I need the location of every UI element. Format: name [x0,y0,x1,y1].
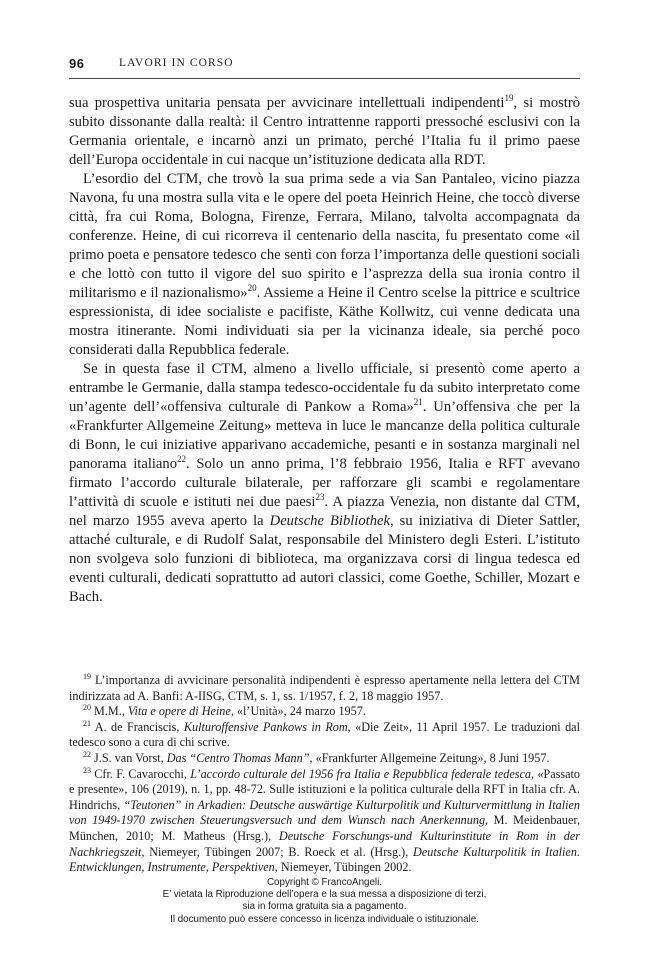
footnote-text: «Passato e presente», 106 (2019), n. 1, pp. 48-72. Sulle istituzioni e la politica culturale della RFT in Italia cfr. A. Hindrichs, [69,766,580,812]
italic-title: Deutsche Bibliothek [269,513,390,529]
footnote-number: 23 [83,765,91,775]
paragraph-text: . A piazza Venezia, non distante dal CTM, nel marzo 1955 aveva aperto la [69,494,581,529]
footnote-reference: 20 [247,283,257,294]
paragraph-text: Se in questa fase il CTM, almeno a livello ufficiale, si presentò come aperto a entrambe le Germanie, dalla stampa tedesco-occidentale fu da subito interpretato come un’agente dell’«offensiva culturale di Pankow a Roma» [69,361,580,415]
footnote-text: , «l’Unità», 24 marzo 1957. [230,704,366,719]
page-number: 96 [69,56,85,71]
footnote-reference: 19 [504,93,514,104]
italic-title: L’accordo culturale del 1956 fra Italia e Repubblica federale tedesca, [190,766,535,781]
footnote-text: L’importanza di avvicinare personalità indipendenti è espresso apertamente nella lettera del CTM indirizzata ad A. Banfi: A-IISG, CTM, s. 1, ss. 1/1957, f. 2, 18 maggio 1957. [69,673,580,703]
running-head: LAVORI IN CORSO [119,57,234,69]
footnote-text: J.S. van Vorst, [91,750,167,765]
footnote-text: M.M., [91,704,128,719]
paragraph-text: . Solo un anno prima, l’8 febbraio 1956, Italia e RFT avevano firmato l’accordo culturale bilaterale, per rafforzare gli scambi e regolamentare l’attività di scuole e istituti nei due paesi [69,456,580,510]
footnote-23 [69,767,580,876]
paragraph-text: , su iniziativa di Dieter Sattler, attaché culturale, e di Rudolf Salat, responsabile del Ministero degli Esteri. L’istituto non svolgeva solo funzioni di biblioteca, ma organizzava corsi di lingua tedesca ed eventi culturali, dedicati soprattutto ad autori classici, come Goethe, Schiller, Mozart e Bach. [69,513,580,605]
footnotes [69,673,580,876]
paragraph-text: . Assieme a Heine il Centro scelse la pittrice e scultrice espressionista, di idee socialiste e pacifiste, Käthe Kollwitz, cui venne dedicata una mostra itinerante. Nomi individuati sia per la vicinanza ideale, sia perché poco considerati dalla Repubblica federale. [69,285,580,358]
footnote-21 [69,720,580,751]
paragraph-1 [69,94,580,170]
italic-title: Kulturoffensive Pankows in Rom [183,719,348,734]
footnote-text: , «Frankfurter Allgemeine Zeitung», 8 Juni 1957. [309,750,550,765]
paragraph-text: . Un’offensiva che per la «Frankfurter Allgemeine Zeitung» metteva in luce le mancanze della politica culturale di Bonn, le cui iniziative apparivano accademiche, pesanti e in sostanza marginali nel panorama italiano [69,399,580,472]
copyright-line: E’ vietata la Riproduzione dell’opera e la sua messa a disposizione di terzi, [162,889,487,901]
footnote-text: , «Die Zeit», 11 April 1957. Le traduzioni dal tedesco sono a cura di chi scrive. [69,719,580,750]
copyright-line: Il documento può essere concesso in licenza individuale o istituzionale. [170,913,479,925]
footnote-number: 21 [83,718,91,728]
footnote-reference: 22 [177,454,186,465]
copyright-notice [69,877,580,926]
footnote-number: 20 [83,703,91,713]
italic-title: Vita e opere di Heine [127,704,231,719]
footnote-22 [69,751,580,767]
footnote-text: , Niemeyer, Tübingen 2007; B. Roeck et al. (Hrsg.), [141,844,414,859]
footnote-19 [69,673,580,704]
footnote-reference: 23 [315,492,325,503]
footnote-text: A. de Franciscis, [91,719,184,734]
body-text [69,94,580,607]
footnote-reference: 21 [413,397,423,408]
paragraph-text: sua prospettiva unitaria pensata per avvicinare intellettuali indipendenti [69,95,505,111]
italic-title: Das “Centro Thomas Mann” [166,750,310,765]
footnote-number: 22 [83,749,91,759]
italic-title: Deutsche Forschungs-und Kulturinstitute in Rom in der Nachkriegszeit [69,828,580,859]
page-header [69,56,580,79]
paragraph-text: , si mostrò subito dissonante dalla realtà: il Centro intrattenne rapporti pressoché esclusivi con la Germania orientale, e incarnò anzi un primato, perché l’Italia fu il primo paese dell’Europa occidentale in cui nacque un’istituzione dedicata alla RDT. [69,95,581,168]
footnote-text: Cfr. F. Cavarocchi, [91,766,191,781]
copyright-line: Copyright © FrancoAngeli. [266,877,383,888]
footnote-number: 19 [83,671,91,681]
footnote-20 [69,704,580,720]
footnote-text: , M. Meidenbauer, München, 2010; M. Matheus (Hrsg.), [69,813,580,843]
footnote-text: , Niemeyer, Tübingen 2002. [274,860,412,875]
paragraph-text: L’esordio del CTM, che trovò la sua prima sede a via San Pantaleo, vicino piazza Navona, fu una mostra sulla vita e le opere del poeta Heinrich Heine, che toccò diverse città, fra cui Roma, Bologna, Firenze, Ferrara, Milano, talvolta accompagnata da conferenze. Heine, di cui ricorreva il centenario della nascita, fu presentato come «il primo poeta e pensatore tedesco che sentì con forza l’importanza delle questioni sociali e che lottò con tutto il vigore del suo spirito e l’asprezza della sua ironia contro il militarismo e il nazionalismo» [69,171,580,301]
paragraph-2 [69,170,580,360]
copyright-line: sia in forma gratuita sia a pagamento. [242,901,407,913]
italic-title: “Teutonen” in Arkadien: Deutsche auswärtige Kulturpolitik und Kulturvermittlung in Italien von 1949-1970 zwischen Steuerungsversuch und dem Wunsch nach Anerkennung [69,797,580,828]
paragraph-3 [69,360,580,607]
italic-title: Deutsche Kulturpolitik in Italien. Entwicklungen, Instrumente, Perspektiven [69,844,580,875]
